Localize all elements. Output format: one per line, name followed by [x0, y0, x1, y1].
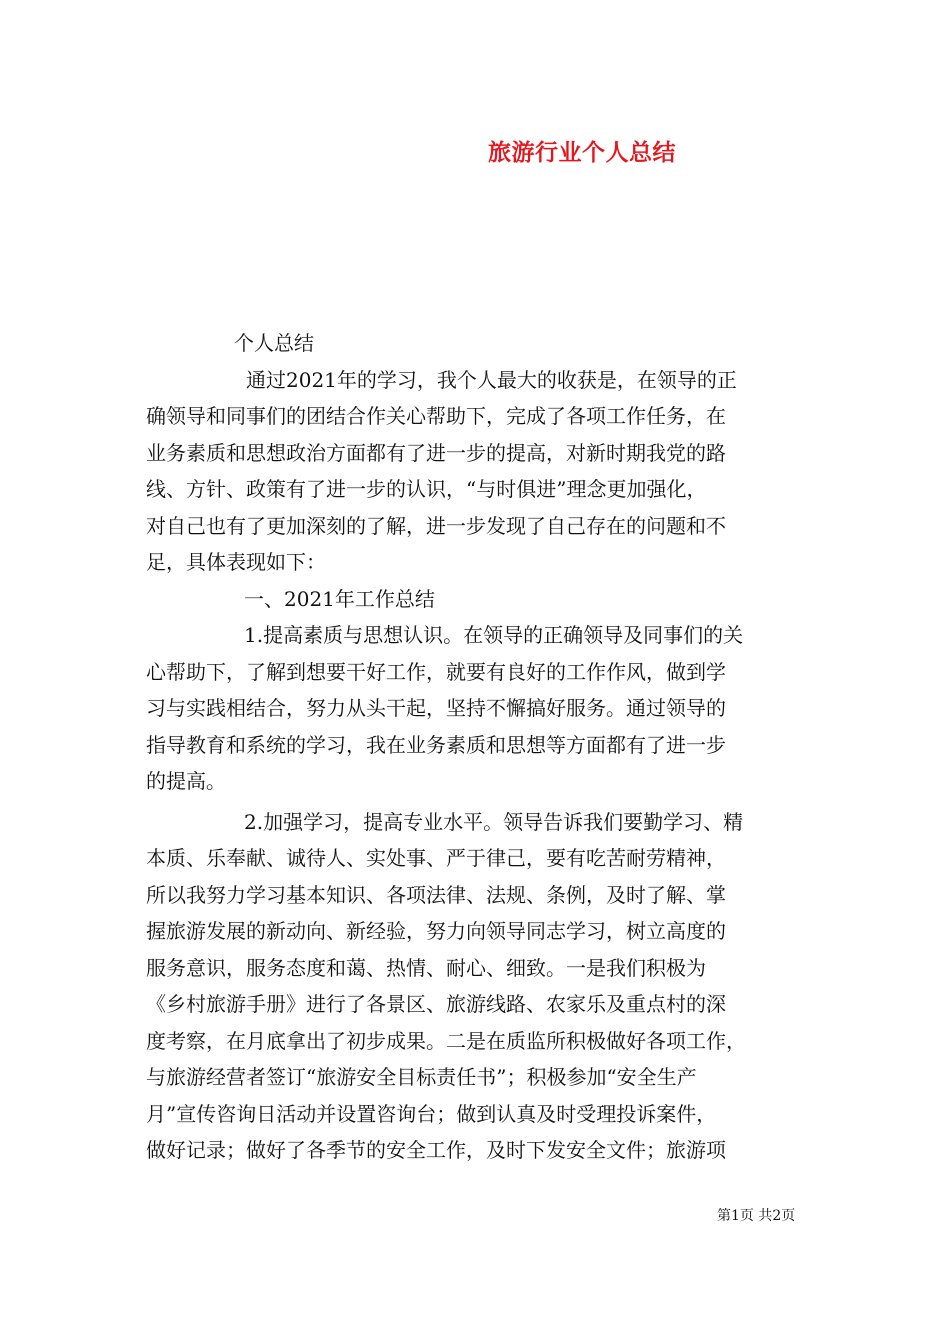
text-line: 握旅游发展的新动向、新经验，努力向领导同志学习，树立高度的	[146, 919, 726, 943]
text-line: 服务意识，服务态度和蔼、热情、耐心、细致。一是我们积极为	[146, 955, 706, 980]
text-line: 所以我努力学习基本知识、各项法律、法规、条例，及时了解、掌	[146, 882, 726, 907]
text-line: 指导教育和系统的学习，我在业务素质和思想等方面都有了进一步	[146, 732, 726, 757]
text-line: 1.提高素质与思想认识。在领导的正确领导及同事们的关	[244, 623, 744, 647]
document-body	[146, 325, 812, 1169]
text-line: 个人总结	[234, 331, 314, 355]
text-line: 业务素质和思想政治方面都有了进一步的提高，对新时期我党的路	[146, 440, 726, 465]
text-line: 度考察，在月底拿出了初步成果。二是在质监所积极做好各项工作，	[146, 1028, 746, 1053]
text-line: 线、方针、政策有了进一步的认识，“与时俱进”理念更加强化，	[146, 477, 707, 501]
text-line: 通过2021年的学习，我个人最大的收获是，在领导的正	[246, 367, 737, 392]
text-line: 心帮助下，了解到想要干好工作，就要有良好的工作作风，做到学	[146, 659, 726, 684]
text-line: 的提高。	[146, 769, 226, 793]
text-line: 2.加强学习，提高专业水平。领导告诉我们要勤学习、精	[244, 809, 744, 834]
text-line: 习与实践相结合，努力从头干起，坚持不懈搞好服务。通过领导的	[146, 696, 726, 720]
text-line: 月”宣传咨询日活动并设置咨询台；做到认真及时受理投诉案件，	[146, 1101, 717, 1126]
text-line: 《乡村旅游手册》进行了各景区、旅游线路、农家乐及重点村的深	[146, 992, 726, 1016]
text-line: 本质、乐奉献、诚待人、实处事、严于律己，要有吃苦耐劳精神，	[146, 846, 726, 870]
text-line: 做好记录；做好了各季节的安全工作，及时下发安全文件；旅游项	[146, 1138, 726, 1162]
text-line: 足，具体表现如下：	[146, 550, 326, 574]
page-footer: 第1页 共2页	[717, 1208, 796, 1224]
document-title: 旅游行业个人总结	[488, 139, 676, 166]
text-line: 与旅游经营者签订“旅游安全目标责任书”；积极参加“安全生产	[146, 1065, 697, 1089]
text-line: 一、2021年工作总结	[244, 586, 435, 611]
text-line: 对自己也有了更加深刻的了解，进一步发现了自己存在的问题和不	[146, 513, 726, 538]
text-line: 确领导和同事们的团结合作关心帮助下，完成了各项工作任务，在	[146, 404, 726, 428]
